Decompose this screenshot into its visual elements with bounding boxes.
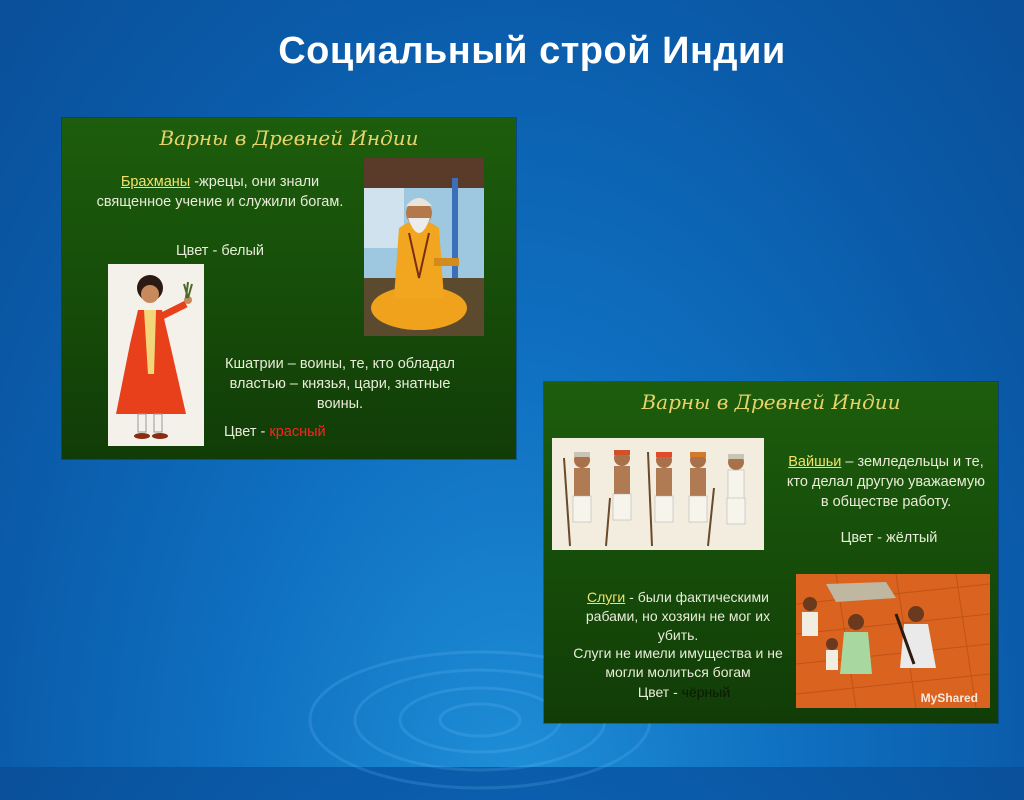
slide2-heading: Варны в Древней Индии bbox=[641, 390, 901, 414]
kshatriya-color-label: Цвет - bbox=[224, 424, 270, 440]
kshatriya-illustration bbox=[108, 264, 204, 446]
brahmans-color-label: Цвет - bbox=[175, 243, 222, 259]
brahman-photo bbox=[364, 158, 484, 336]
brahmans-description bbox=[92, 172, 348, 212]
brahmans-text: -жрецы, они знали священное учение и служили богам. bbox=[96, 174, 344, 210]
shudra-color-label: Цвет - bbox=[637, 684, 682, 700]
vaishya-description bbox=[784, 452, 988, 512]
shudra-illustration bbox=[796, 574, 990, 708]
vaishya-keyword: Вайшьи bbox=[788, 454, 842, 470]
shudra-text: - были фактическими рабами, но хозяин не мог их убить. bbox=[585, 589, 771, 643]
slide1-heading: Варны в Древней Индии bbox=[159, 126, 419, 150]
kshatriya-description: Кшатрии – воины, те, кто обладал властью – князья, цари, знатные воины. bbox=[225, 356, 455, 412]
slide-brahmans-kshatriya bbox=[62, 118, 516, 459]
vaishya-color-value: жёлтый bbox=[886, 530, 938, 546]
shudra-color bbox=[604, 682, 764, 702]
brahmans-keyword: Брахманы bbox=[120, 174, 191, 190]
myshared-watermark: MyShared bbox=[920, 691, 978, 705]
brahmans-color-value: белый bbox=[221, 243, 265, 259]
vaishya-illustration bbox=[552, 438, 764, 550]
kshatriya-color-value: красный bbox=[269, 424, 326, 440]
kshatriya-color bbox=[224, 422, 384, 442]
vaishya-text: – земледельцы и те, кто делал другую уважаемую в обществе работу. bbox=[786, 454, 986, 510]
vaishya-color-label: Цвет - bbox=[840, 530, 886, 546]
page-title: Социальный строй Индии bbox=[278, 30, 786, 72]
shudra-keyword: Слуги bbox=[587, 589, 626, 605]
slide-vaishya-shudra bbox=[544, 382, 998, 723]
shudra-color-value: чёрный bbox=[681, 684, 731, 700]
vaishya-color bbox=[814, 528, 964, 548]
shudra-description bbox=[566, 588, 790, 645]
shudra-rights: Слуги не имели имущества и не могли молиться богам bbox=[573, 645, 783, 680]
brahmans-color bbox=[92, 241, 348, 261]
